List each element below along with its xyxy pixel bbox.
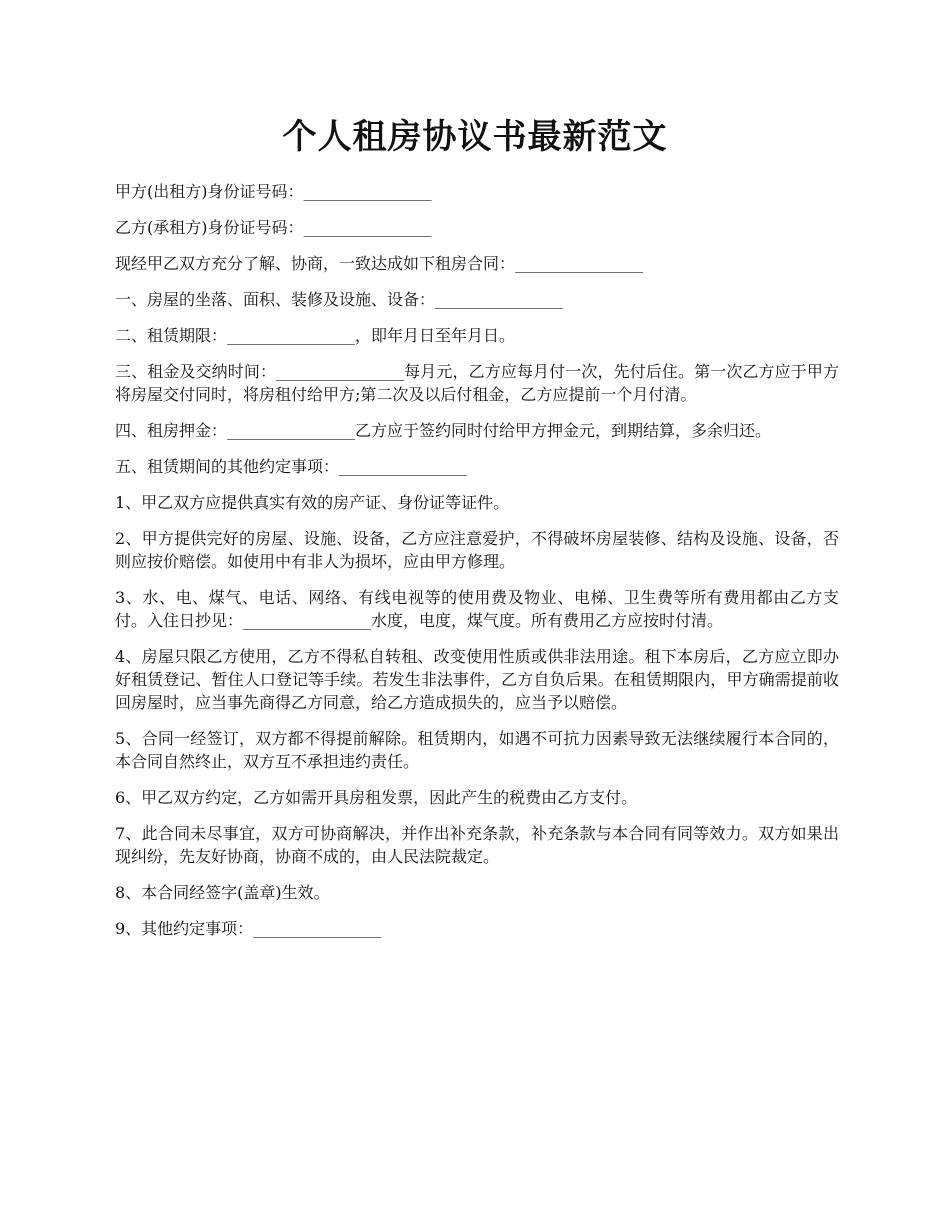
paragraph-clause-1: 1、甲乙双方应提供真实有效的房产证、身份证等证件。 — [115, 493, 510, 512]
paragraph-clause-4: 4、房屋只限乙方使用，乙方不得私自转租、改变使用性质或供非法用途。租下本房后，乙方应立即办好租赁登记、暂住人口登记等手续。若发生非法事件，乙方自负后果。在租赁期限内，甲方确需提前收回房屋时，应当事先商得乙方同意，给乙方造成损失的，应当予以赔偿。 — [115, 647, 839, 712]
document-title: 个人租房协议书最新范文 — [282, 117, 668, 157]
paragraph-agreement-intro: 现经甲乙双方充分了解、协商，一致达成如下租房合同：________________ — [115, 254, 644, 273]
paragraph-section-1: 一、房屋的坐落、面积、装修及设施、设备：________________ — [115, 290, 564, 309]
paragraph-clause-8: 8、本合同经签字(盖章)生效。 — [115, 883, 330, 902]
document-body — [115, 180, 839, 953]
paragraph-party-a-id: 甲方(出租方)身份证号码：________________ — [115, 182, 432, 201]
paragraph-clause-3: 3、水、电、煤气、电话、网络、有线电视等的使用费及物业、电梯、卫生费等所有费用都由乙方支付。入住日抄见：________________水度，电度，煤气度。所有费用乙方应按时付清。 — [115, 588, 839, 630]
paragraph-section-3: 三、租金及交纳时间：________________每月元，乙方应每月付一次，先付后住。第一次乙方应于甲方将房屋交付同时，将房租付给甲方;第二次及以后付租金，乙方应提前一个月付清。 — [115, 362, 839, 404]
paragraph-clause-7: 7、此合同未尽事宜，双方可协商解决，并作出补充条款，补充条款与本合同有同等效力。双方如果出现纠纷，先友好协商，协商不成的，由人民法院裁定。 — [115, 824, 839, 866]
paragraph-party-b-id: 乙方(承租方)身份证号码：________________ — [115, 218, 432, 237]
paragraph-section-2: 二、租赁期限：________________，即年月日至年月日。 — [115, 326, 516, 345]
paragraph-clause-9: 9、其他约定事项：________________ — [115, 919, 382, 938]
paragraph-section-4: 四、租房押金：________________乙方应于签约同时付给甲方押金元，到期结算，多余归还。 — [115, 421, 772, 440]
paragraph-clause-5: 5、合同一经签订，双方都不得提前解除。租赁期内，如遇不可抗力因素导致无法继续履行本合同的，本合同自然终止，双方互不承担违约责任。 — [115, 729, 839, 771]
paragraph-clause-6: 6、甲乙双方约定，乙方如需开具房租发票，因此产生的税费由乙方支付。 — [115, 788, 638, 807]
paragraph-clause-2: 2、甲方提供完好的房屋、设施、设备，乙方应注意爱护，不得破坏房屋装修、结构及设施、设备，否则应按价赔偿。如使用中有非人为损坏，应由甲方修理。 — [115, 529, 839, 571]
paragraph-section-5: 五、租赁期间的其他约定事项：________________ — [115, 457, 468, 476]
